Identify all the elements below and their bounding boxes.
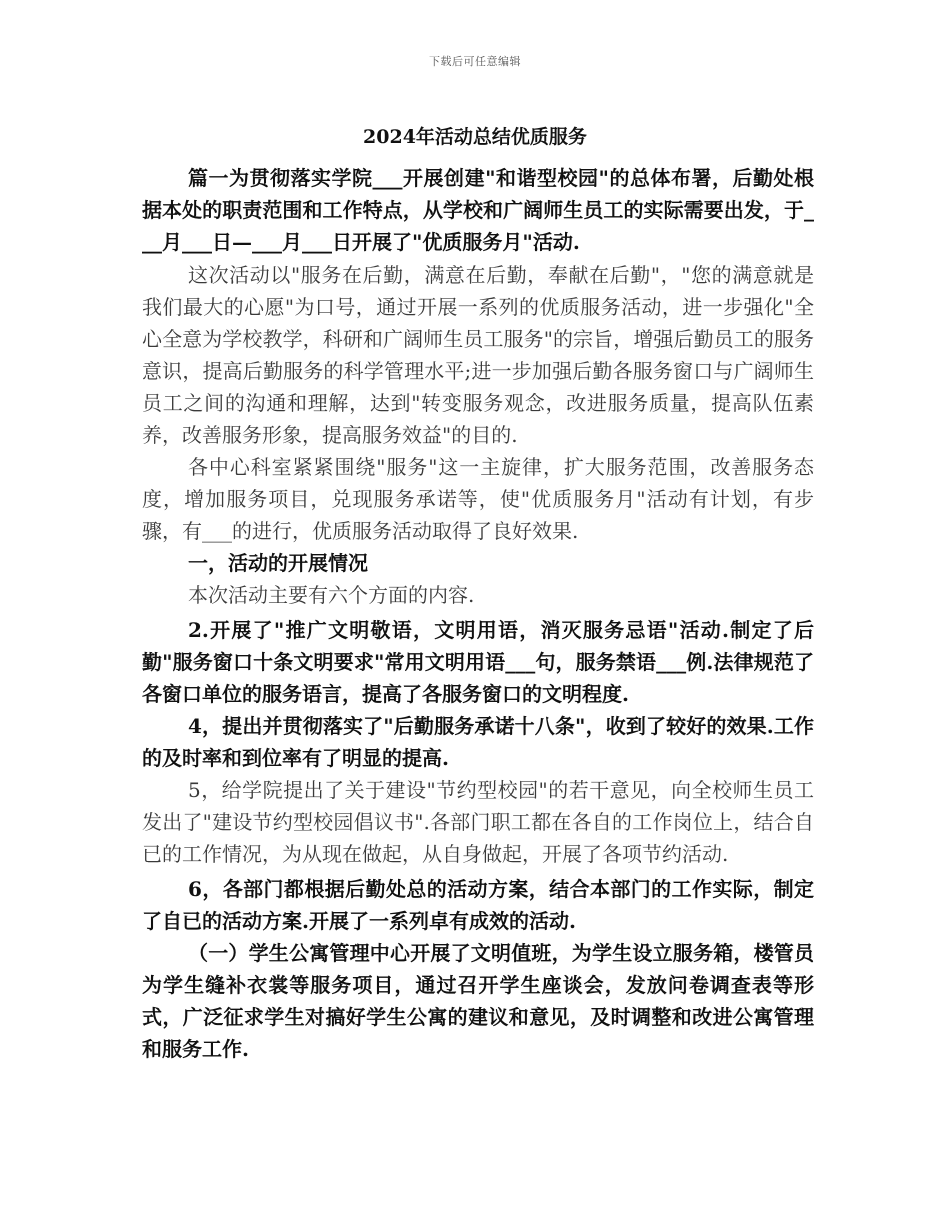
document-title: 2024年活动总结优质服务 — [363, 126, 587, 148]
paragraph-overview: 本次活动主要有六个方面的内容. — [188, 583, 475, 607]
paragraph-intro: 篇一为贯彻落实学院___开展创建"和谐型校园"的总体布署，后勤处根据本处的职责范围和工作特点，从学校和广阔师生员工的实际需要出发，于___月___日—___月___日开展了"优质服务月"活动. — [142, 166, 814, 254]
paragraph-slogan: 这次活动以"服务在后勤，满意在后勤，奉献在后勤"，"您的满意就是我们最大的心愿"为口号，通过开展一系列的优质服务活动，进一步强化"全心全意为学校教学，科研和广阔师生员工服务"的宗旨，增强后勤员工的服务意识，提高后勤服务的科学管理水平;进一步加强后勤各服务窗口与广阔师生员工之间的沟通和理解，达到"转变服务观念，改进服务质量，提高队伍素养，改善服务形象，提高服务效益"的目的. — [142, 263, 814, 447]
paragraph-centers: 各中心科室紧紧围绕"服务"这一主旋律，扩大服务范围，改善服务态度，增加服务项目，兑现服务承诺等，使"优质服务月"活动有计划，有步骤，有___的进行，优质服务活动取得了良好效果. — [142, 455, 814, 543]
paragraph-item-4: 4，提出并贯彻落实了"后勤服务承诺十八条"，收到了较好的效果.工作的及时率和到位率有了明显的提高. — [142, 714, 814, 770]
section-heading: 一，活动的开展情况 — [188, 551, 368, 575]
header-note: 下载后可任意编辑 — [429, 55, 521, 68]
paragraph-item-6: 6，各部门都根据后勤处总的活动方案，结合本部门的工作实际，制定了自已的活动方案.开展了一系列卓有成效的活动. — [142, 877, 814, 933]
paragraph-dormitory: （一）学生公寓管理中心开展了文明值班，为学生设立服务箱，楼管员为学生缝补衣裳等服务项目，通过召开学生座谈会，发放问卷调查表等形式，广泛征求学生对搞好学生公寓的建议和意见，及时调整和改进公寓管理和服务工作. — [142, 941, 814, 1061]
paragraph-item-5: 5，给学院提出了关于建设"节约型校园"的若干意见，向全校师生员工发出了"建设节约型校园倡议书".各部门职工都在各自的工作岗位上，结合自已的工作情况，为从现在做起，从自身做起，开展了各项节约活动. — [142, 778, 814, 866]
paragraph-item-2: 2.开展了"推广文明敬语，文明用语，消灭服务忌语"活动.制定了后勤"服务窗口十条文明要求"常用文明用语___句，服务禁语___例.法律规范了各窗口单位的服务语言，提高了各服务窗口的文明程度. — [142, 618, 814, 706]
document-body — [142, 162, 814, 1065]
